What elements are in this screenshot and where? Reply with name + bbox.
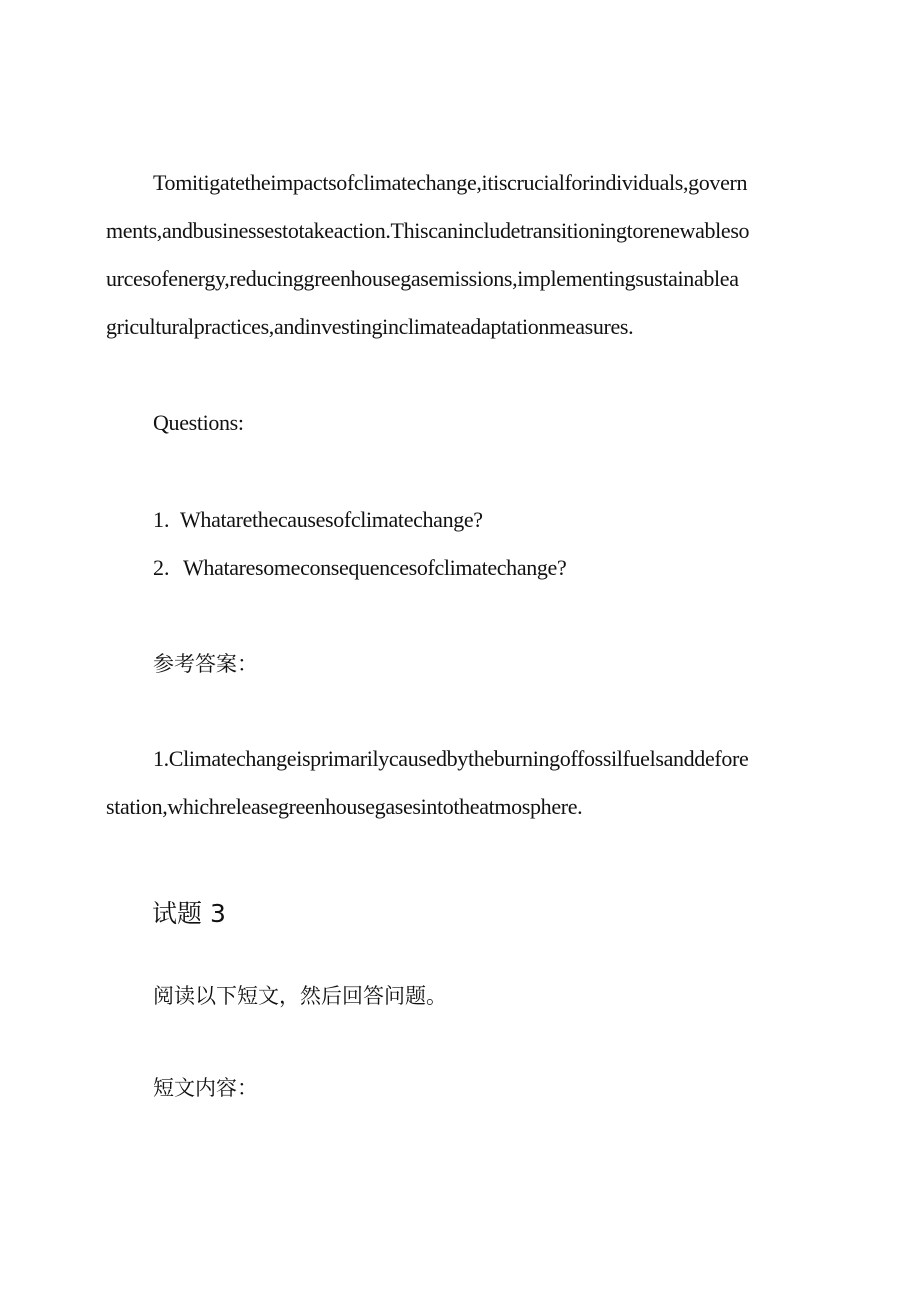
question-number: 1. — [153, 507, 170, 532]
instruction-text: 阅读以下短文，然后回答问题。 — [153, 984, 447, 1008]
question-number: 2. — [153, 555, 170, 580]
paragraph-line: urcesofenergy,reducinggreenhousegasemissions,implementingsustainablea — [106, 266, 739, 291]
section-heading: 试题 3 — [152, 899, 226, 928]
question-text: Whatarethecausesofclimatechange? — [180, 507, 483, 532]
paragraph-line: griculturalpractices,andinvestinginclimateadaptationmeasures. — [106, 314, 634, 339]
questions-label: Questions: — [153, 410, 244, 435]
paragraph-line: Tomitigatetheimpactsofclimatechange,itiscrucialforindividuals,govern — [153, 170, 748, 195]
paragraph-line: ments,andbusinessestotakeaction.Thiscanincludetransitioningtorenewableso — [106, 218, 750, 243]
question-text: Whataresomeconsequencesofclimatechange? — [183, 555, 567, 580]
paragraph-line: 1.Climatechangeisprimarilycausedbytheburningoffossilfuelsanddefore — [153, 746, 749, 771]
passage-label: 短文内容： — [153, 1076, 258, 1100]
paragraph-line: station,whichreleasegreenhousegasesintotheatmosphere. — [106, 794, 583, 819]
answer-label: 参考答案： — [153, 652, 258, 676]
